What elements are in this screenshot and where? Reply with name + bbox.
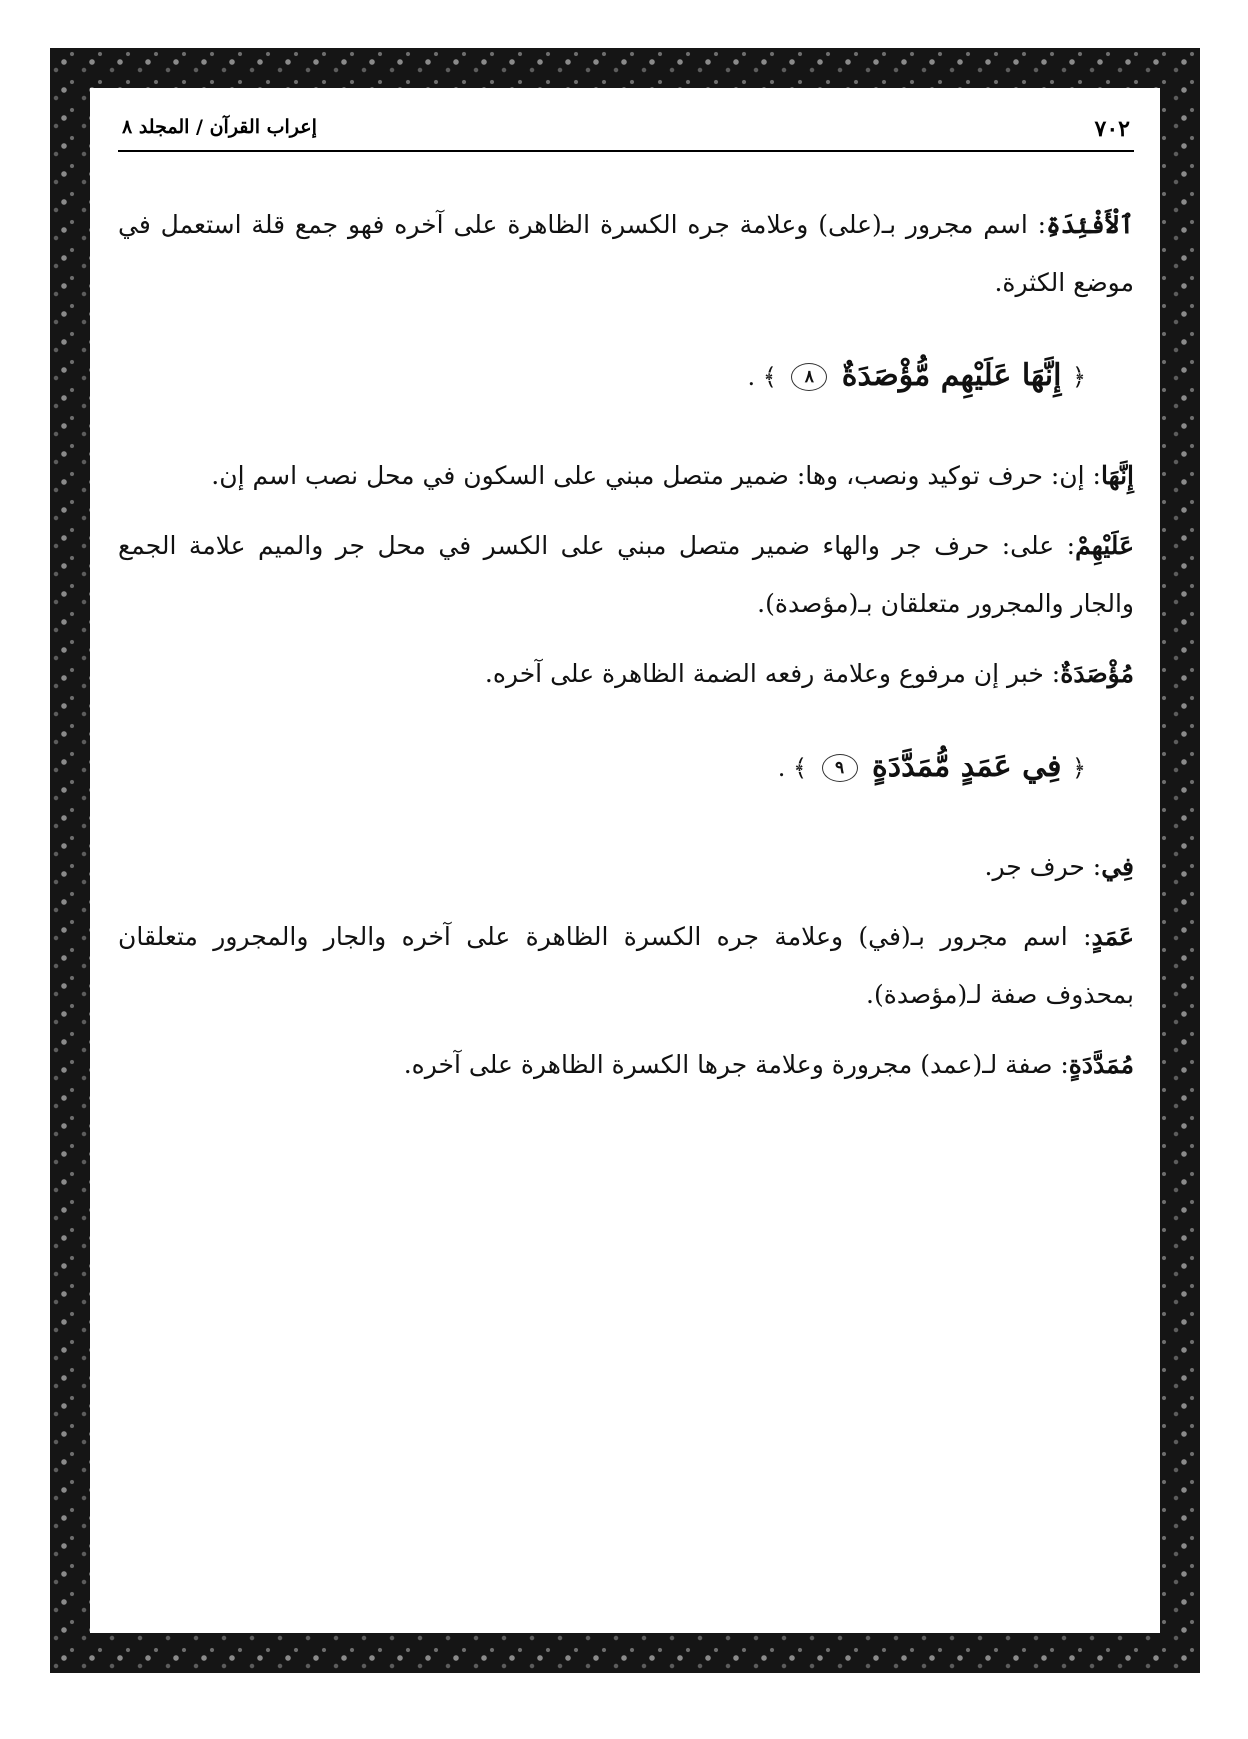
paragraph	[118, 838, 1134, 896]
paragraph	[118, 1036, 1134, 1094]
paragraph	[118, 908, 1134, 1024]
paragraph	[118, 517, 1134, 633]
verse-open-bracket: ﴿	[1071, 363, 1086, 391]
ayah-number: ٩	[822, 754, 858, 782]
term: فِي	[1101, 852, 1134, 881]
page-content	[118, 196, 1134, 1106]
book-title: إعراب القرآن / المجلد ٨	[122, 116, 317, 138]
explanation: : إن: حرف توكيد ونصب، وها: ضمير متصل مبني على السكون في محل نصب اسم إن.	[211, 461, 1101, 490]
paragraph	[118, 645, 1134, 703]
term: عَمَدٍ	[1091, 922, 1134, 951]
term: ٱلْأَفْئِدَةِ	[1046, 210, 1134, 239]
page-header	[118, 110, 1134, 152]
term: مُمَدَّدَةٍ	[1068, 1050, 1134, 1079]
term: إِنَّهَا	[1100, 461, 1134, 490]
explanation: : خبر إن مرفوع وعلامة رفعه الضمة الظاهرة على آخره.	[484, 659, 1061, 688]
paragraph	[118, 196, 1134, 312]
explanation: : على: حرف جر والهاء ضمير متصل مبني على الكسر في محل جر والميم علامة الجمع والجار والمجرور متعلقان بـ(مؤصدة).	[118, 531, 1134, 618]
verse-close-bracket: ﴾ .	[777, 754, 808, 782]
page-number: ٧٠٢	[1094, 116, 1130, 142]
verse-open-bracket: ﴿	[1071, 754, 1086, 782]
verse-text: فِي عَمَدٍ مُّمَدَّدَةٍ	[872, 749, 1062, 784]
verse-text: إِنَّهَا عَلَيْهِم مُّؤْصَدَةٌ	[841, 358, 1062, 393]
term: عَلَيْهِمْ	[1075, 531, 1134, 560]
explanation: : حرف جر.	[984, 852, 1102, 881]
quran-verse	[118, 346, 1134, 407]
quran-verse	[118, 737, 1134, 798]
explanation: : صفة لـ(عمد) مجرورة وعلامة جرها الكسرة الظاهرة على آخره.	[403, 1050, 1069, 1079]
paragraph	[118, 447, 1134, 505]
verse-close-bracket: ﴾ .	[747, 363, 777, 391]
term: مُؤْصَدَةٌ	[1060, 659, 1134, 688]
explanation: : اسم مجرور بـ(في) وعلامة جره الكسرة الظاهرة على آخره والجار والمجرور متعلقان بمحذوف صفة لـ(مؤصدة).	[118, 922, 1134, 1009]
ayah-number: ٨	[791, 363, 827, 391]
explanation: : اسم مجرور بـ(على) وعلامة جره الكسرة الظاهرة على آخره فهو جمع قلة استعمل في موضع الكثرة.	[118, 210, 1134, 297]
